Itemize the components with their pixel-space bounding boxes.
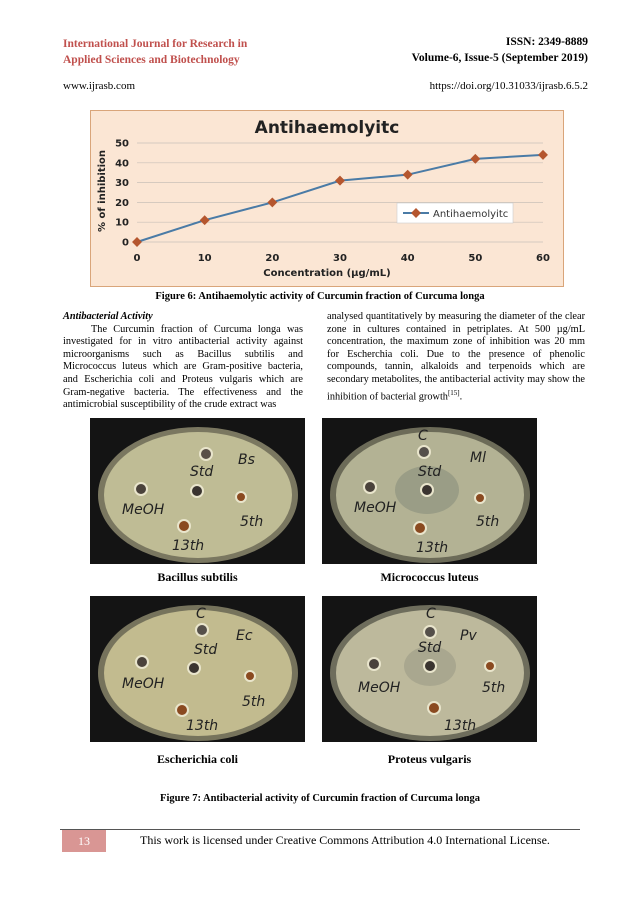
x-tick-label: 30 [333, 253, 347, 264]
issn-block [328, 34, 588, 66]
well [196, 624, 208, 636]
well [421, 484, 433, 496]
petri-dish-escherichia [90, 596, 305, 742]
well [191, 485, 203, 497]
mark-c: C [196, 606, 206, 622]
doi-link[interactable]: https://doi.org/10.31033/ijrasb.6.5.2 [429, 80, 588, 92]
y-tick-label: 0 [122, 237, 129, 249]
well [236, 492, 246, 502]
well [200, 448, 212, 460]
chart-legend [397, 203, 513, 223]
x-tick-label: 40 [400, 253, 415, 264]
plate-label-bacillus: Bacillus subtilis [157, 570, 238, 584]
mark-std: Std [418, 640, 442, 656]
mark-top: Bs [238, 452, 255, 468]
left-paragraph: The Curcumin fraction of Curcuma longa was investigated for in vitro antibacterial activity against microorganisms such as Bacillus subtilis and Micrococcus luteus which are Gram-positive bacteria, and Escherichia coli and Proteus vulgaris which are Gram-negative bacteria. The effectiveness and the antimicrobial susceptibility of the crude extract was [63, 323, 303, 411]
section-heading: Antibacterial Activity [63, 311, 153, 322]
page-number: 13 [62, 830, 106, 852]
data-point [470, 154, 480, 164]
y-tick-label: 50 [115, 138, 129, 150]
volume-issue: Volume-6, Issue-5 (September 2019) [411, 52, 588, 64]
right-column [327, 311, 585, 404]
mark-5th: 5th [476, 514, 500, 530]
right-paragraph: analysed quantitatively by measuring the diameter of the clear zone in cultures contained in petriplates. At 500 µg/mL concentration, the maximum zone of inhibition was 20 mm for Escherchia coli. Due to the presence of phenolic compounds, tannin, alkaloids and terpenoids which are secondary metabolites, the antibacterial activity may show the inhibition of bacterial growth [327, 311, 585, 402]
petri-dish-micrococcus [322, 418, 537, 564]
paragraph-end: . [459, 390, 463, 402]
well [364, 481, 376, 493]
x-tick-label: 60 [536, 253, 550, 264]
plate-photo-micrococcus [322, 418, 537, 564]
figure-7-caption: Figure 7: Antibacterial activity of Curcumin fraction of Curcuma longa [160, 793, 480, 804]
plate-photo-bacillus [90, 418, 305, 564]
x-tick-label: 0 [133, 253, 141, 264]
plate-label-escherichia: Escherichia coli [157, 752, 238, 766]
y-axis-label: % of inhibition [97, 149, 108, 233]
issn: ISSN: 2349-8889 [505, 36, 588, 48]
mark-meoh: MeOH [122, 676, 165, 692]
plate-label-micrococcus: Micrococcus luteus [380, 570, 479, 584]
mark-c: C [426, 606, 436, 622]
data-point [335, 176, 345, 186]
mark-top: Ec [236, 628, 253, 644]
mark-top: Pv [460, 628, 477, 644]
mark-std: Std [190, 464, 214, 480]
citation-15[interactable]: [15] [447, 388, 460, 397]
plate-photo-escherichia [90, 596, 305, 742]
x-axis-ticks [134, 253, 550, 264]
x-tick-label: 50 [468, 253, 483, 264]
footer-divider [60, 829, 580, 830]
mark-5th: 5th [482, 680, 506, 696]
y-tick-label: 30 [115, 178, 129, 190]
left-column [63, 311, 303, 412]
license-text: This work is licensed under Creative Commons Attribution 4.0 International License. [140, 833, 550, 847]
legend-label: Antihaemolyitc [433, 209, 509, 220]
well [176, 704, 188, 716]
petri-dish-proteus [322, 596, 537, 742]
well [475, 493, 485, 503]
website-link[interactable]: www.ijrasb.com [63, 80, 135, 92]
well [135, 483, 147, 495]
data-point [200, 215, 210, 225]
chart-title: Antihaemolyitc [254, 118, 400, 138]
series-line [137, 155, 543, 242]
x-axis-label: Concentration (µg/mL) [263, 268, 391, 279]
figure-6-caption: Figure 6: Antihaemolytic activity of Curcumin fraction of Curcuma longa [155, 291, 485, 302]
well [178, 520, 190, 532]
mark-std: Std [194, 642, 218, 658]
y-tick-label: 40 [115, 158, 129, 170]
mark-13th: 13th [444, 718, 477, 734]
well [188, 662, 200, 674]
well [485, 661, 495, 671]
journal-name [63, 36, 303, 68]
data-point [267, 197, 277, 207]
data-point [403, 170, 413, 180]
well [136, 656, 148, 668]
well [424, 660, 436, 672]
mark-meoh: MeOH [354, 500, 397, 516]
antihaemolytic-chart [90, 110, 564, 287]
mark-meoh: MeOH [122, 502, 165, 518]
data-point [132, 237, 142, 247]
mark-5th: 5th [242, 694, 266, 710]
y-axis-ticks [115, 139, 129, 249]
journal-name-line1: International Journal for Research in [63, 38, 248, 50]
well [414, 522, 426, 534]
petri-dish-bacillus [90, 418, 305, 564]
mark-c: C [418, 428, 428, 444]
well [428, 702, 440, 714]
mark-meoh: MeOH [358, 680, 401, 696]
x-tick-label: 10 [197, 253, 212, 264]
y-tick-label: 20 [115, 197, 129, 209]
mark-top: Ml [470, 450, 486, 466]
mark-5th: 5th [240, 514, 264, 530]
well [245, 671, 255, 681]
chart-svg [91, 111, 563, 286]
mark-std: Std [418, 464, 442, 480]
data-point [538, 150, 548, 160]
well [368, 658, 380, 670]
mark-13th: 13th [416, 540, 449, 556]
x-tick-label: 20 [265, 253, 280, 264]
y-tick-label: 10 [115, 217, 129, 229]
chart-series [132, 150, 548, 247]
plate-photo-proteus [322, 596, 537, 742]
well [424, 626, 436, 638]
well [418, 446, 430, 458]
plate-label-proteus: Proteus vulgaris [387, 752, 472, 766]
mark-13th: 13th [172, 538, 205, 554]
journal-name-line2: Applied Sciences and Biotechnology [63, 54, 240, 66]
mark-13th: 13th [186, 718, 219, 734]
